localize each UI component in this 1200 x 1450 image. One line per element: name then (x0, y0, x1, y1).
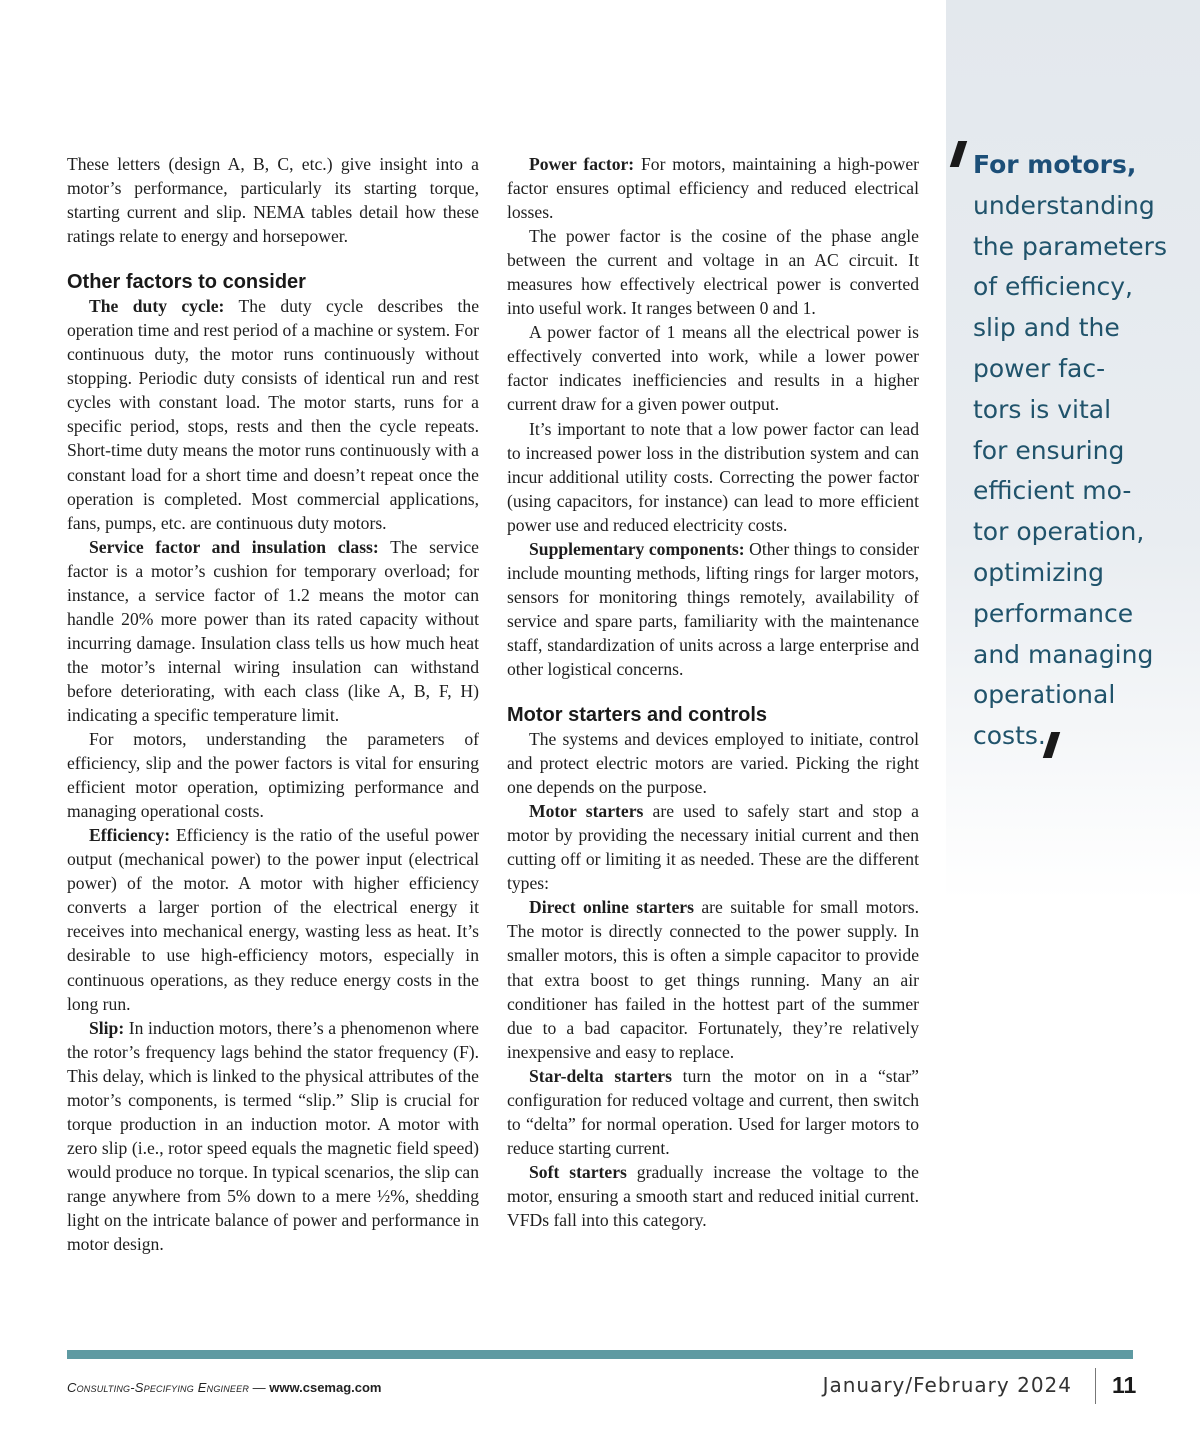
article-column-left (67, 152, 479, 1256)
pull-quote-line: slip and the (973, 313, 1120, 343)
paragraph-cosine: The power factor is the cosine of the phase angle between the current and voltage in an AC circuit. It measures how effectively electrical power is converted into useful work. It ranges between 0 and 1. (507, 226, 919, 319)
service-factor-text: The service factor is a motor’s cushion for temporary overload; for instance, a service factor of 1.2 means the motor can handle 20% more power than its rated capacity without incurring damage. Insulation class tells us how much heat the motor’s internal wiring insulation can withstand before deteriorating, with each class (like A, B, F, H) indicating a specific temperature limit. (67, 536, 479, 725)
pull-quote-line: and managing (973, 639, 1154, 669)
paragraph-duty-cycle (67, 294, 479, 534)
paragraph-direct-online (507, 895, 919, 1063)
pull-quote-line: the parameters (973, 231, 1167, 261)
pull-quote-line: optimizing (973, 557, 1104, 587)
motor-starters-lead: Motor starters (529, 801, 644, 822)
page-number: 11 (1112, 1372, 1137, 1398)
star-delta-text: turn the motor on in a “star” configuration for reduced voltage and current, then switch to “delta” for normal operation. Used for larger motors to reduce starting current. (507, 1065, 919, 1158)
duty-cycle-lead: The duty cycle: (89, 296, 225, 317)
pull-quote-line: efficient mo- (973, 476, 1132, 506)
pull-quote-line: operational (973, 680, 1116, 710)
article-column-middle (507, 152, 919, 1232)
paragraph-systems: The systems and devices employed to initiate, control and protect electric motors are varied. Picking the right one depends on the purpose. (507, 729, 919, 798)
star-delta-lead: Star-delta starters (529, 1065, 672, 1086)
paragraph-power-factor (507, 152, 919, 224)
paragraph-efficiency (67, 823, 479, 1015)
supplementary-lead: Supplementary components: (529, 538, 745, 559)
paragraph-power-factor-one: A power factor of 1 means all the electrical power is effectively converted into work, while a lower power factor indicates inefficiencies and results in a higher current draw for a given power output. (507, 322, 919, 415)
pull-quote-line: tors is vital (973, 394, 1112, 424)
soft-starters-text: gradually increase the voltage to the motor, ensuring a smooth start and reduced initial current. VFDs fall into this category. (507, 1161, 919, 1230)
pull-quote-line: power fac- (973, 353, 1106, 383)
service-factor-lead: Service factor and insulation class: (89, 536, 379, 557)
pull-quote-lead: For motors, (973, 150, 1137, 179)
website-link[interactable]: www.csemag.com (269, 1380, 382, 1395)
efficiency-lead: Efficiency: (89, 825, 171, 846)
footer-divider (1095, 1368, 1096, 1404)
footer-rule (67, 1350, 1133, 1359)
motor-starters-text: are used to safely start and stop a motor by providing the necessary initial current and then cutting off or limiting it as needed. These are the different types: (507, 801, 919, 894)
pull-quote-line: costs. (973, 721, 1046, 751)
pull-quote-line: understanding (973, 190, 1155, 220)
paragraph-motor-starters (507, 799, 919, 895)
footer-publication-line (67, 1380, 382, 1395)
paragraph-slip (67, 1016, 479, 1256)
pull-quote-line: tor operation, (973, 517, 1145, 547)
pull-quote (973, 145, 1173, 757)
direct-online-lead: Direct online starters (529, 897, 694, 918)
direct-online-text: are suitable for small motors. The motor is directly connected to the power supply. In smaller motors, this is often a simple capacitor to provide that extra boost to get things running. Many an air conditioner has failed in the hottest part of the summer due to a bad capacitor. Fortunately, they’re relatively inexpensive and easy to replace. (507, 897, 919, 1062)
paragraph-understanding: For motors, understanding the parameters of efficiency, slip and the power factors is vital for ensuring efficient motor operation, optimizing performance and managing operational costs. (67, 729, 479, 822)
issue-date: January/February 2024 (822, 1373, 1072, 1397)
pull-quote-line: for ensuring (973, 435, 1125, 465)
soft-starters-lead: Soft starters (529, 1161, 627, 1182)
duty-cycle-text: The duty cycle describes the operation time and rest period of a machine or system. For continuous duty, the motor runs continuously without stopping. Periodic duty consists of identical run and rest cycles with constant load. The motor starts, runs for a specific period, stops, rests and then the cycle repeats. Short-time duty means the motor runs continuously with a constant load for a short time and doesn’t repeat once the operation is completed. Most commercial applications, fans, pumps, etc. are continuous duty motors. (67, 296, 480, 533)
paragraph-intro: These letters (design A, B, C, etc.) give insight into a motor’s performance, particularly its starting torque, starting current and slip. NEMA tables detail how these ratings relate to energy and horsepower. (67, 154, 479, 247)
efficiency-text: Efficiency is the ratio of the useful power output (mechanical power) to the power input (electrical power) of the motor. A motor with higher efficiency converts a larger portion of the electrical energy it receives into mechanical energy, wasting less as heat. It’s desirable to use high-efficiency motors, especially in continuous operations, as they reduce energy costs in the long run. (67, 825, 479, 1014)
pull-quote-line: of efficiency, (973, 272, 1133, 302)
supplementary-text: Other things to consider include mounting methods, lifting rings for larger motors, sensors for monitoring things remotely, availability of service and spare parts, familiarity with the maintenance staff, standardization of units across a large enterprise and other logistical concerns. (507, 538, 919, 679)
paragraph-star-delta (507, 1064, 919, 1160)
paragraph-soft-starters (507, 1160, 919, 1232)
paragraph-low-power-factor: It’s important to note that a low power factor can lead to increased power loss in the distribution system and can incur additional utility costs. Correcting the power factor (using capacitors, for instance) can lead to more efficient power use and reduced electricity costs. (507, 418, 919, 535)
publication-name: Consulting-Specifying Engineer (67, 1380, 250, 1395)
heading-other-factors: Other factors to consider (67, 271, 306, 294)
slip-text: In induction motors, there’s a phenomenon where the rotor’s frequency lags behind the stator frequency (F). This delay, which is linked to the physical attributes of the motor’s components, is termed “slip.” Slip is crucial for torque production in an induction motor. A motor with zero slip (i.e., rotor speed equals the magnetic field speed) would produce no torque. In typical scenarios, the slip can range anywhere from 5% down to a mere ½%, shedding light on the intricate balance of power and performance in motor design. (67, 1017, 479, 1255)
paragraph-service-factor (67, 535, 479, 727)
slip-lead: Slip: (89, 1017, 125, 1038)
pull-quote-line: performance (973, 598, 1134, 628)
heading-motor-starters: Motor starters and controls (507, 704, 768, 727)
power-factor-text: For motors, maintaining a high-power factor ensures optimal efficiency and reduced electrical losses. (507, 154, 919, 223)
power-factor-lead: Power factor: (529, 154, 635, 174)
paragraph-supplementary (507, 537, 919, 681)
footer-separator: — (249, 1380, 270, 1395)
